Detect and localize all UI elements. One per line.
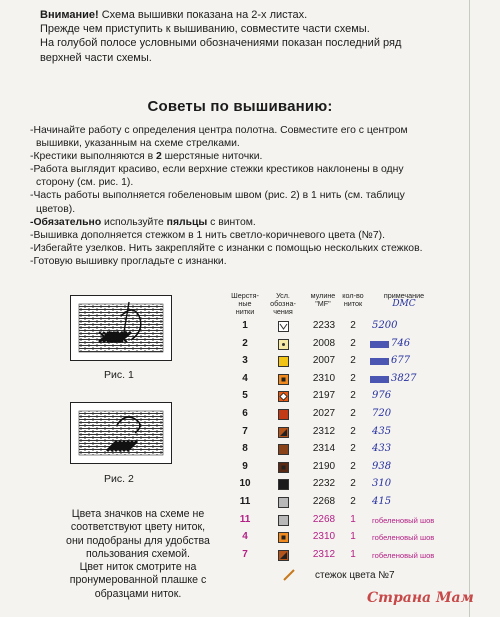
symbol-swatch (278, 550, 289, 561)
mouline-mf-number: 2312 (312, 425, 336, 437)
dmc-note: 435 (372, 425, 392, 437)
thread-count: 2 (350, 408, 356, 419)
tip-3 (30, 163, 470, 176)
header-note: примечание DMC (383, 291, 425, 309)
thread-number: 7 (242, 548, 248, 560)
dmc-note: 3827 (391, 372, 417, 384)
key-row (226, 547, 476, 564)
color-disclaimer (48, 508, 228, 601)
tip-text: -Начинайте работу с определения центра полотна. Совместите его с центром (30, 125, 408, 136)
mouline-mf-number: 2027 (312, 408, 336, 419)
tip-text: -Вышивка дополняется стежком в 1 нить светло-коричневого цвета (№7). (30, 229, 385, 241)
dmc-note: 720 (372, 408, 392, 419)
disclaimer-line: пронумерованной плашке с (69, 574, 207, 587)
thread-number: 9 (242, 460, 248, 472)
header-count: кол-во ниток (342, 291, 364, 308)
thread-number: 4 (242, 531, 248, 543)
disclaimer-line: соответствуют цвету ниток, (70, 521, 206, 534)
tip-text: шерстяные ниточки. (161, 151, 263, 163)
dmc-note: 415 (372, 496, 392, 507)
thread-count: 1 (350, 531, 356, 543)
crossed-out-mark (370, 376, 389, 383)
intro-warning (40, 8, 460, 65)
tip-8 (30, 255, 470, 268)
thread-number: 3 (242, 355, 248, 367)
thread-count: 2 (350, 478, 356, 490)
key-row (226, 371, 476, 388)
thread-count: 2 (350, 337, 356, 349)
symbol-swatch (278, 427, 289, 438)
tapestry-stitch-note: гобеленовый шов (372, 533, 435, 543)
thread-number: 6 (242, 408, 248, 419)
mouline-mf-number: 2268 (312, 513, 336, 525)
tip-4 (30, 189, 470, 202)
tips-title: Советы по вышиванию: (147, 98, 333, 115)
figure-1-cross-stitch (70, 295, 172, 361)
mouline-mf-number: 2232 (312, 478, 336, 490)
tip-text: цветов). (36, 203, 76, 215)
dmc-note: 938 (372, 460, 392, 472)
disclaimer-line: Цвет ниток смотрите на (79, 561, 197, 574)
thread-number: 11 (239, 513, 251, 525)
key-row (226, 388, 476, 405)
thread-count: 1 (350, 513, 356, 525)
key-row (226, 406, 476, 423)
key-row (226, 512, 476, 529)
mouline-mf-number: 2190 (312, 460, 336, 472)
stitch-color-label: стежок цвета №7 (315, 570, 395, 581)
disclaimer-line: пользования схемой. (86, 547, 190, 560)
disclaimer-line: они подобраны для удобства (66, 534, 210, 547)
symbol-swatch (278, 462, 289, 473)
tip-7 (30, 242, 470, 255)
thread-number: 10 (239, 478, 251, 490)
tip-1 (30, 124, 470, 137)
tip-text: -Готовую вышивку прогладьте с изнанки. (30, 255, 227, 267)
tip-5 (30, 216, 470, 229)
key-row (226, 459, 476, 476)
thread-count: 2 (350, 460, 356, 472)
figure-2-label: Рис. 2 (104, 473, 134, 485)
thread-count: 2 (350, 320, 356, 331)
tip-1-cont (30, 137, 470, 150)
key-row (226, 318, 476, 335)
symbol-swatch (278, 497, 289, 508)
mouline-mf-number: 2310 (312, 531, 336, 543)
tip-4-cont (30, 203, 470, 216)
mouline-mf-number: 2314 (312, 443, 336, 455)
tip-text: -Крестики выполняются в (30, 151, 156, 163)
thread-number: 4 (242, 372, 248, 384)
disclaimer-line: Цвета значков на схеме не (71, 508, 205, 520)
tip-2 (30, 150, 470, 163)
tip-text: -Работа выглядит красиво, если верхние стежки крестиков наклонены в одну (30, 164, 404, 176)
mouline-mf-number: 2312 (312, 548, 336, 560)
intro-line-3: На голубой полосе условными обозначениями показан последний ряд (40, 37, 402, 50)
key-row (226, 476, 476, 493)
tip-text: -Часть работы выполняется гобеленовым швом (рис. 2) в 1 нить (см. таблицу (30, 190, 405, 202)
header-threads: Шерстя- ные нитки (231, 291, 259, 316)
stitch-line-icon (272, 568, 312, 582)
symbol-swatch (278, 479, 289, 490)
tip-bold: 2 (155, 151, 162, 163)
warning-label: Внимание! (40, 9, 99, 21)
thread-count: 2 (350, 443, 356, 455)
symbol-swatch (278, 374, 289, 385)
key-row (226, 424, 476, 441)
tip-text: используйте (101, 216, 167, 228)
tip-text: -Избегайте узелков. Нить закрепляйте с изнанки с помощью нескольких стежков. (30, 242, 423, 254)
tapestry-stitch-illustration (71, 403, 171, 463)
tip-bold: -Обязательно (30, 216, 102, 228)
figure-2-tapestry-stitch (70, 402, 172, 464)
thread-number: 1 (242, 320, 248, 331)
mouline-mf-number: 2310 (312, 372, 336, 384)
symbol-swatch (278, 444, 289, 455)
mouline-mf-number: 2007 (312, 355, 336, 367)
mouline-mf-number: 2268 (312, 496, 336, 507)
key-row (226, 441, 476, 458)
key-row (226, 494, 476, 511)
thread-number: 5 (242, 390, 248, 402)
tip-text: сторону (см. рис. 1). (36, 177, 134, 189)
symbol-swatch (278, 515, 289, 526)
thread-number: 11 (239, 496, 251, 507)
thread-number: 2 (242, 337, 248, 349)
key-row (226, 336, 476, 353)
header-symbol: Усл. обозна- чения (270, 291, 296, 316)
intro-line-1 (40, 8, 460, 22)
disclaimer-line: образцами ниток. (94, 587, 182, 600)
thread-count: 2 (350, 372, 356, 384)
crossed-out-mark (370, 341, 389, 348)
thread-count: 2 (350, 496, 356, 507)
symbol-swatch (278, 339, 289, 350)
symbol-swatch (278, 409, 289, 420)
dmc-note: 677 (391, 355, 411, 367)
thread-number: 7 (242, 425, 248, 437)
tip-3-cont (30, 176, 470, 189)
site-watermark: Страна Мам (367, 590, 474, 606)
tapestry-stitch-note: гобеленовый шов (372, 550, 435, 560)
dmc-note: 746 (391, 337, 411, 349)
mouline-mf-number: 2233 (312, 320, 336, 331)
thread-count: 2 (350, 390, 356, 402)
header-mf: мулине "MF" (310, 291, 336, 308)
figure-1-label: Рис. 1 (104, 369, 134, 381)
intro-line-2: Прежде чем приступить к вышиванию, совместите части схемы. (40, 23, 370, 36)
dmc-note: 5200 (372, 320, 398, 331)
mouline-mf-number: 2197 (312, 390, 336, 402)
tip-6 (30, 229, 470, 242)
symbol-swatch (278, 532, 289, 543)
dmc-note: 433 (372, 443, 392, 455)
thread-count: 2 (350, 425, 356, 437)
thread-count: 2 (350, 355, 356, 367)
key-row (226, 353, 476, 370)
tips-list (30, 124, 470, 268)
tip-text: с винтом. (207, 216, 256, 228)
symbol-swatch (278, 321, 289, 332)
symbol-swatch (278, 391, 289, 402)
tip-bold: пяльцы (166, 216, 208, 228)
dmc-note: 310 (372, 478, 392, 490)
intro-line-4: верхней части схемы. (40, 51, 152, 64)
tip-text: вышивки, указанным на схеме стрелками. (36, 138, 240, 150)
warning-text: Схема вышивки показана на 2-х листах. (98, 9, 308, 21)
symbol-swatch (278, 356, 289, 367)
cross-stitch-illustration (71, 296, 171, 360)
tapestry-stitch-note: гобеленовый шов (372, 515, 435, 525)
key-row (226, 529, 476, 546)
thread-number: 8 (242, 443, 248, 455)
crossed-out-mark (370, 358, 389, 365)
thread-count: 1 (350, 548, 356, 560)
dmc-note: 976 (372, 390, 392, 402)
mouline-mf-number: 2008 (312, 337, 336, 349)
